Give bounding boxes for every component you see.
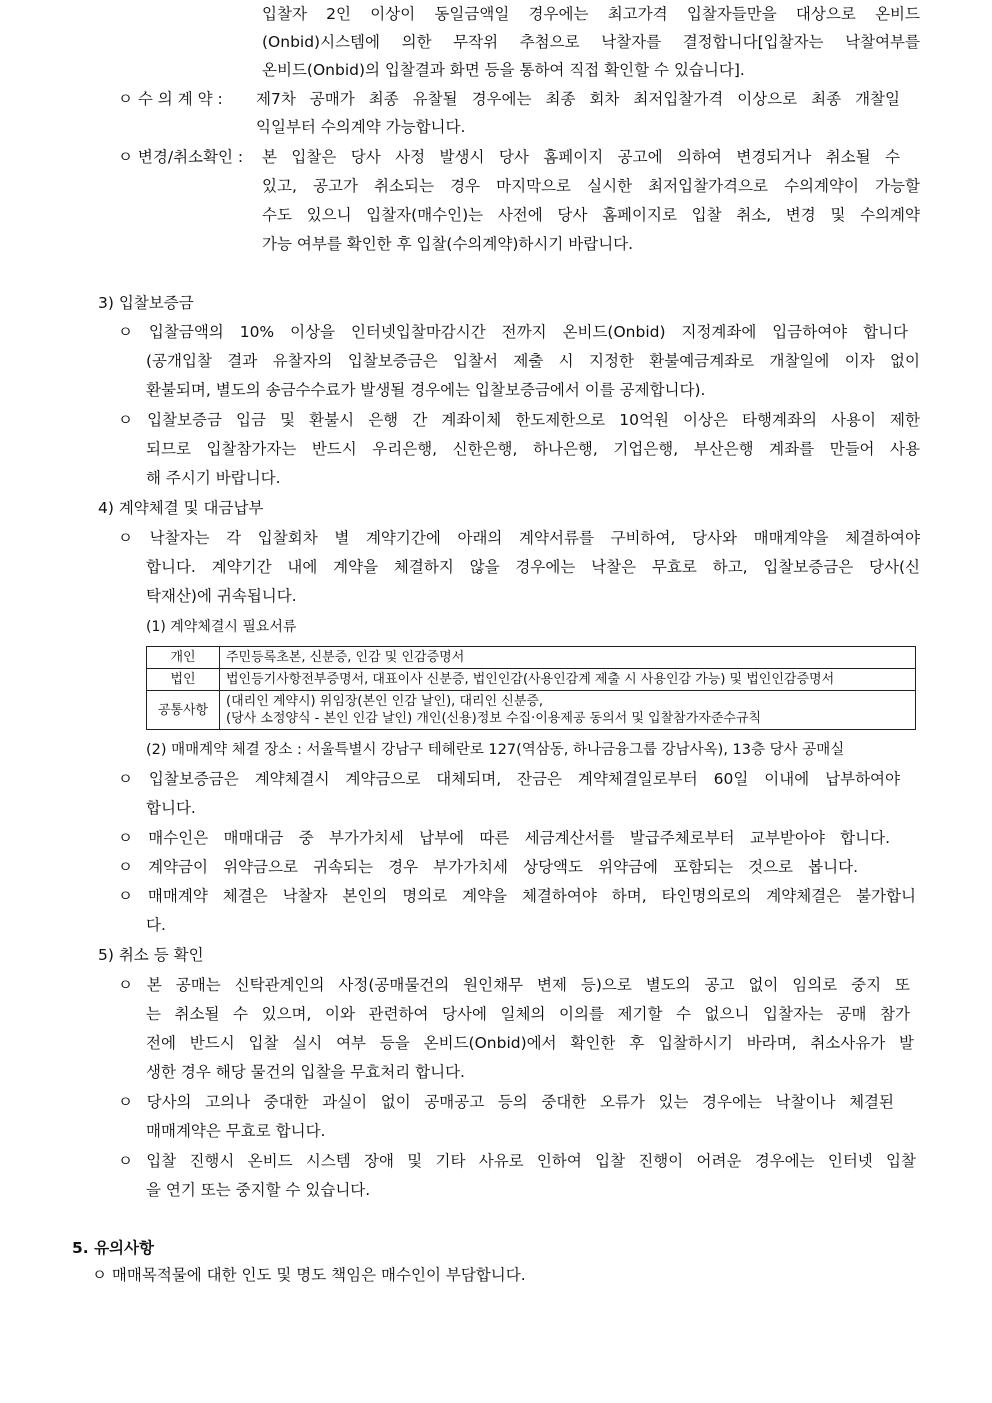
docs-value-individual: 주민등록초본, 신분증, 인감 및 인감증명서 bbox=[220, 647, 916, 669]
sec4-b3: ㅇ 매수인은 매매대금 중 부가가치세 납부에 따른 세금계산서를 발급주체로부터 교부받아야 합니다. bbox=[118, 829, 890, 847]
sec5-b1-line-4: 생한 경우 해당 물건의 입찰을 무효처리 합니다. bbox=[146, 1063, 465, 1081]
private-contract-line-1: 제7차 공매가 최종 유찰될 경우에는 최종 회차 최저입찰가격 이상으로 최종 개찰일 bbox=[256, 90, 900, 108]
winner-rule-line-3: 온비드(Onbid)의 입찰결과 화면 등을 통하여 직접 확인할 수 있습니다]. bbox=[262, 61, 745, 79]
private-contract-line-2: 익일부터 수의계약 가능합니다. bbox=[256, 118, 466, 136]
sec3-b2-line-2: 되므로 입찰참가자는 반드시 우리은행, 신한은행, 하나은행, 기업은행, 부산은행 계좌를 만들어 사용 bbox=[146, 440, 920, 458]
sec3-b1-line-3: 환불되며, 별도의 송금수수료가 발생될 경우에는 입찰보증금에서 이를 공제합니다). bbox=[146, 381, 706, 399]
docs-value-corporate: 법인등기사항전부증명서, 대표이사 신분증, 법인인감(사용인감계 제출 시 사용인감 가능) 및 법인인감증명서 bbox=[220, 669, 916, 691]
sec3-b2-line-1: ㅇ 입찰보증금 입금 및 환불시 은행 간 계좌이체 한도제한으로 10억원 이상은 타행계좌의 사용이 제한 bbox=[118, 411, 920, 429]
sec3-b2-line-3: 해 주시기 바랍니다. bbox=[146, 469, 281, 487]
section-5-title: 5) 취소 등 확인 bbox=[98, 946, 204, 964]
sec5-b2-line-2: 매매계약은 무효로 합니다. bbox=[146, 1122, 326, 1140]
table-row bbox=[147, 691, 916, 730]
section-4-title: 4) 계약체결 및 대금납부 bbox=[98, 499, 264, 517]
sec4-b4: ㅇ 계약금이 위약금으로 귀속되는 경우 부가가치세 상당액도 위약금에 포함되는 것으로 봅니다. bbox=[118, 858, 858, 876]
docs-label-individual: 개인 bbox=[147, 647, 220, 669]
winner-rule-line-1: 입찰자 2인 이상이 동일금액일 경우에는 최고가격 입찰자들만을 대상으로 온비드 bbox=[262, 5, 920, 23]
notes-b1: ㅇ 매매목적물에 대한 인도 및 명도 책임은 매수인이 부담합니다. bbox=[92, 1266, 526, 1284]
sec4-b2-line-2: 합니다. bbox=[146, 799, 196, 817]
sec4-b1-line-2: 합니다. 계약기간 내에 계약을 체결하지 않을 경우에는 낙찰은 무효로 하고, 입찰보증금은 당사(신 bbox=[146, 558, 920, 576]
required-docs-title: (1) 계약체결시 필요서류 bbox=[146, 619, 297, 635]
winner-rule-line-2: (Onbid)시스템에 의한 무작위 추첨으로 낙찰자를 결정합니다[입찰자는 낙찰여부를 bbox=[262, 33, 920, 51]
docs-common-line-1: (대리인 계약시) 위임장(본인 인감 날인), 대리인 신분증, bbox=[226, 694, 544, 709]
table-row bbox=[147, 669, 916, 691]
docs-label-corporate: 법인 bbox=[147, 669, 220, 691]
docs-label-common: 공통사항 bbox=[147, 691, 220, 730]
sec5-b3-line-2: 을 연기 또는 중지할 수 있습니다. bbox=[146, 1181, 371, 1199]
table-row bbox=[147, 647, 916, 669]
sec5-b3-line-1: ㅇ 입찰 진행시 온비드 시스템 장애 및 기타 사유로 인하여 입찰 진행이 어려운 경우에는 인터넷 입찰 bbox=[118, 1152, 916, 1170]
change-cancel-line-2: 있고, 공고가 취소되는 경우 마지막으로 실시한 최저입찰가격으로 수의계약이 가능할 bbox=[262, 177, 920, 195]
sec4-b5-line-2: 다. bbox=[146, 916, 166, 934]
sec4-b1-line-1: ㅇ 낙찰자는 각 입찰회차 별 계약기간에 아래의 계약서류를 구비하여, 당사와 매매계약을 체결하여야 bbox=[118, 529, 920, 547]
change-cancel-line-1: 본 입찰은 당사 사정 발생시 당사 홈페이지 공고에 의하여 변경되거나 취소될 수 bbox=[262, 148, 900, 166]
sec5-b1-line-1: ㅇ 본 공매는 신탁관계인의 사정(공매물건의 원인채무 변제 등)으로 별도의 공고 없이 임의로 중지 또 bbox=[118, 976, 910, 994]
change-cancel-label: ㅇ 변경/취소확인 : bbox=[118, 148, 244, 166]
sec5-b1-line-2: 는 취소될 수 있으며, 이와 관련하여 당사에 일체의 이의를 제기할 수 없으니 입찰자는 공매 참가 bbox=[146, 1005, 910, 1023]
sec4-b5-line-1: ㅇ 매매계약 체결은 낙찰자 본인의 명의로 계약을 체결하여야 하며, 타인명의로의 계약체결은 불가합니 bbox=[118, 887, 916, 905]
change-cancel-line-4: 가능 여부를 확인한 후 입찰(수의계약)하시기 바랍니다. bbox=[262, 235, 634, 253]
sec4-b1-line-3: 탁재산)에 귀속됩니다. bbox=[146, 587, 297, 605]
sec3-b1-line-2: (공개입찰 결과 유찰자의 입찰보증금은 입찰서 제출 시 지정한 환불예금계좌로 개찰일에 이자 없이 bbox=[146, 352, 920, 370]
docs-common-line-2: (당사 소정양식 - 본인 인감 날인) 개인(신용)정보 수집·이용제공 동의서 및 입찰참가자준수규칙 bbox=[226, 711, 762, 726]
docs-value-common bbox=[220, 691, 916, 730]
sec4-b2-line-1: ㅇ 입찰보증금은 계약체결시 계약금으로 대체되며, 잔금은 계약체결일로부터 60일 이내에 납부하여야 bbox=[118, 770, 900, 788]
contract-place: (2) 매매계약 체결 장소 : 서울특별시 강남구 테헤란로 127(역삼동, 하나금융그룹 강남사옥), 13층 당사 공매실 bbox=[146, 742, 845, 758]
sec3-b1-line-1: ㅇ 입찰금액의 10% 이상을 인터넷입찰마감시간 전까지 온비드(Onbid) 지정계좌에 입금하여야 합니다 bbox=[118, 323, 908, 341]
notes-title: 5. 유의사항 bbox=[72, 1239, 154, 1257]
sec5-b1-line-3: 전에 반드시 입찰 실시 여부 등을 온비드(Onbid)에서 확인한 후 입찰하시기 바라며, 취소사유가 발 bbox=[146, 1034, 914, 1052]
change-cancel-line-3: 수도 있으니 입찰자(매수인)는 사전에 당사 홈페이지로 입찰 취소, 변경 및 수의계약 bbox=[262, 206, 920, 224]
section-3-title: 3) 입찰보증금 bbox=[98, 294, 194, 312]
required-docs-table bbox=[146, 646, 916, 730]
private-contract-label: ㅇ 수 의 계 약 : bbox=[118, 90, 223, 108]
sec5-b2-line-1: ㅇ 당사의 고의나 중대한 과실이 없이 공매공고 등의 중대한 오류가 있는 경우에는 낙찰이나 체결된 bbox=[118, 1093, 894, 1111]
